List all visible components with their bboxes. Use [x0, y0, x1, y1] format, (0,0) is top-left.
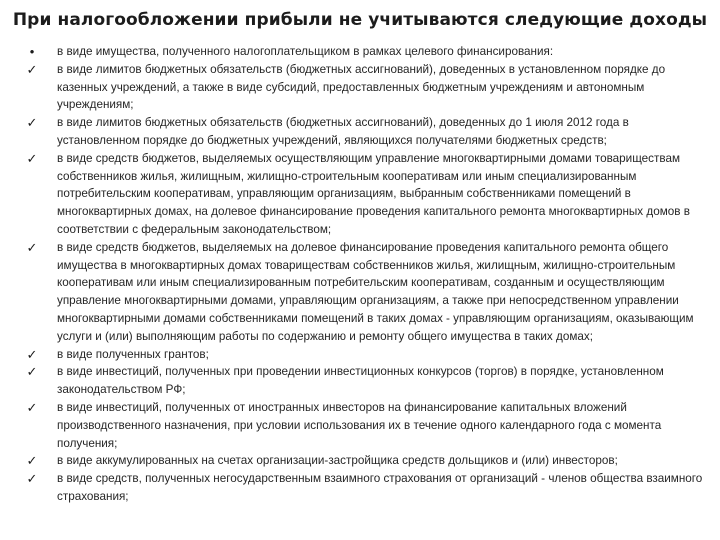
- list-item: [24, 399, 704, 452]
- list-item: [24, 470, 704, 506]
- checkmark-icon: ✓: [26, 115, 38, 131]
- checkmark-icon: ✓: [26, 346, 38, 362]
- list-item-text: в виде аккумулированных на счетах организации-застройщика средств дольщиков и (или) инвесторов;: [57, 454, 618, 468]
- checkmark-icon: ✓: [26, 239, 38, 255]
- list-item-text: в виде имущества, полученного налогоплательщиком в рамках целевого финансирования:: [57, 45, 554, 58]
- list-item: [24, 150, 704, 239]
- checkmark-icon: ✓: [26, 364, 38, 380]
- page-title: При налогообложении прибыли не учитываются следующие доходы: [12, 10, 708, 30]
- list-item-text: в виде инвестиций, полученных при проведении инвестиционных конкурсов (торгов) в порядке, установленном законодательством РФ;: [57, 365, 664, 397]
- list-item-text: в виде средств бюджетов, выделяемых на долевое финансирование проведения капитального ремонта общего имущества в многоквартирных домах товариществам собственников жилья, жилищным, жилищно-строительным кооперативам или иным специализированным потребительским кооперативам, созданным и осуществляющим управление многоквартирными домами, управляющим организациям, а также при непосредственном управлении многоквартирными домами собственниками помещений в таких домах - управляющим организациям, оказывающим услуги и (или) выполняющим работы по содержанию и ремонту общего имущества в таких домах;: [57, 240, 694, 343]
- list-item: [24, 239, 704, 346]
- list-item: [24, 346, 704, 364]
- list-item-text: в виде средств, полученных негосударственным взаимного страхования от организаций - членов общества взаимного страхования;: [57, 472, 703, 503]
- checkmark-icon: ✓: [26, 453, 38, 469]
- list-item: [24, 61, 704, 114]
- income-list: [24, 43, 704, 506]
- list-item: [24, 363, 704, 399]
- list-item: [24, 452, 704, 470]
- list-item-text: в виде лимитов бюджетных обязательств (бюджетных ассигнований), доведенных до 1 июля 2012 года в установленном порядке до бюджетных учреждений, являющихся получателями бюджетных средств;: [57, 116, 629, 147]
- bullet-dot-icon: •: [29, 44, 35, 59]
- list-item-text: в виде инвестиций, полученных от иностранных инвесторов на финансирование капитальных вложений производственного назначения, при условии использования их в течение одного календарного года с момента получения;: [57, 400, 662, 450]
- list-item-text: в виде средств бюджетов, выделяемых осуществляющим управление многоквартирными домами товариществам собственников жилья, жилищным, жилищно-строительным кооперативам или иным специализированным потребительским кооперативам, управляющим организациям, выбранным собственниками помещений в многоквартирных домах, на долевое финансирование проведения капитального ремонта многоквартирных домов в соответствии с федеральным законодательством;: [57, 151, 690, 236]
- list-item-text: в виде лимитов бюджетных обязательств (бюджетных ассигнований), доведенных в установленном порядке до казенных учреждений, а также в виде субсидий, предоставленных бюджетным учреждениям и автономным учреждениям;: [57, 62, 666, 112]
- checkmark-icon: ✓: [26, 399, 38, 415]
- list-item-text: в виде полученных грантов;: [57, 347, 209, 361]
- list-item: [24, 43, 704, 61]
- checkmark-icon: ✓: [26, 471, 38, 487]
- list-item: [24, 114, 704, 150]
- checkmark-icon: ✓: [26, 61, 38, 77]
- checkmark-icon: ✓: [26, 150, 38, 166]
